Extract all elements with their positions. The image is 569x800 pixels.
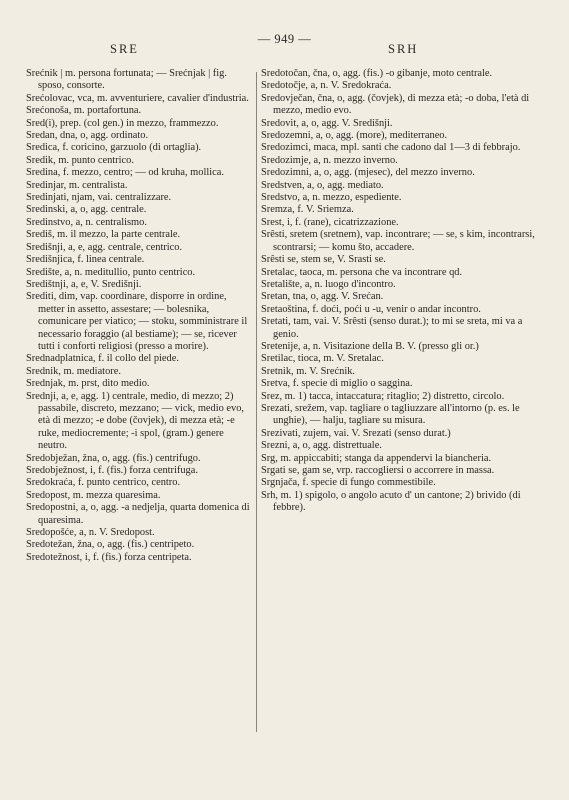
dictionary-entry: Srgati se, gam se, vrp. raccogliersi o accorrere in massa. — [261, 465, 495, 476]
dictionary-entry: Sretenije, a, n. Visitazione della B. V. (presso gli or.) — [261, 340, 479, 352]
dictionary-entry: Sredinski, a, o, agg. centrale. — [26, 204, 147, 216]
left-column — [26, 68, 254, 564]
dictionary-entry: Sredokraća, f. punto centrico, centro. — [26, 477, 181, 489]
dictionary-entry: Srêsti se, stem se, V. Srasti se. — [261, 254, 386, 266]
dictionary-entry: Srg, m. appiccabiti; stanga da appendervi la biancheria. — [261, 452, 492, 464]
dictionary-entry: Sredopošće, a, n. V. Sredopost. — [26, 527, 155, 539]
dictionary-entry: Sretalište, a, n. luogo d'incontro. — [261, 278, 396, 290]
dictionary-entry: Srgnjača, f. specie di fungo commestibile. — [261, 477, 436, 489]
dictionary-entry: Sretalac, taoca, m. persona che va incontrare qd. — [261, 266, 463, 278]
right-column — [261, 68, 541, 515]
dictionary-entry: Sredinstvo, a, n. centralismo. — [26, 216, 147, 228]
dictionary-entry: Sredozimni, a, o, agg. (mjesec), del mezzo inverno. — [261, 167, 475, 179]
dictionary-entry: Sredstvo, a, n. mezzo, espediente. — [261, 192, 402, 204]
dictionary-entry: Sredica, f. coricino, garzuolo (di ortaglia). — [26, 142, 202, 154]
dictionary-entry: Sredik, m. punto centrico. — [26, 154, 134, 166]
dictionary-entry: Sredozimje, a, n. mezzo inverno. — [261, 154, 398, 166]
dictionary-entry: Sredobježnost, i, f. (fis.) forza centrifuga. — [26, 465, 198, 476]
dictionary-entry: Središte, a, n. meditullio, punto centrico. — [26, 266, 196, 278]
dictionary-entry: Srećnik | m. persona fortunata; — Srećnjak | fig. sposo, consorte. — [26, 68, 227, 92]
dictionary-entry: Sredstven, a, o, agg. mediato. — [261, 179, 384, 191]
dictionary-entry: Sredinjati, njam, vai. centralizzare. — [26, 192, 172, 204]
dictionary-entry: Sredotočan, čna, o, agg. (fis.) -o gibanje, moto centrale. — [261, 68, 493, 79]
dictionary-entry: Srh, m. 1) spigolo, o angolo acuto d' un cantone; 2) brivido (di febbre). — [261, 489, 521, 514]
dictionary-entry: Sredotežan, žna, o, agg. (fis.) centripeto. — [26, 539, 195, 551]
dictionary-entry: Sredovječan, čna, o, agg. (čovjek), di mezza età; -o doba, l'età di mezzo, medio evo. — [261, 92, 530, 117]
dictionary-entry: Srez, m. 1) tacca, intaccatura; ritaglio; 2) distretto, circolo. — [261, 390, 505, 402]
column-divider — [256, 72, 257, 732]
dictionary-entry: Sremza, f. V. Sriemza. — [261, 204, 354, 216]
dictionary-entry: Sretva, f. specie di miglio o saggina. — [261, 378, 413, 390]
dictionary-entry: Sredotežnost, i, f. (fis.) forza centripeta. — [26, 551, 192, 563]
page-number: — 949 — — [257, 32, 312, 46]
dictionary-entry: Sretaoština, f. doći, poći u -u, venir o andar incontro. — [261, 303, 481, 315]
dictionary-entry: Srednik, m. mediatore. — [26, 365, 121, 377]
dictionary-entry: Srêsti, sretem (sretnem), vap. incontrare; — se, s kim, incontrarsi, scontrarsi; — komu što, accadere. — [261, 229, 535, 253]
dictionary-entry: Središ, m. il mezzo, la parte centrale. — [26, 229, 181, 241]
dictionary-entry: Srednjak, m. prst, dito medio. — [26, 378, 150, 390]
dictionary-entry: Središtnji, a, e, V. Središnji. — [26, 278, 142, 290]
dictionary-entry: Srezni, a, o, agg. distrettuale. — [261, 440, 382, 452]
dictionary-entry: Sredozemni, a, o, agg. (more), mediterraneo. — [261, 130, 448, 142]
dictionary-entry: Sredovit, a, o, agg. V. Središnji. — [261, 117, 393, 129]
dictionary-entry: Sred(i), prep. (col gen.) in mezzo, frammezzo. — [26, 117, 219, 129]
dictionary-entry: Sredobježan, žna, o, agg. (fis.) centrifugo. — [26, 452, 201, 464]
dictionary-entry: Sretilac, tioca, m. V. Sretalac. — [261, 353, 384, 365]
dictionary-entry: Srećolovac, vca, m. avventuriere, cavalier d'industria. — [26, 92, 249, 104]
page-header — [0, 22, 569, 56]
dictionary-entry: Sredozimci, maca, mpl. santi che cadono dal 1—3 di febbrajo. — [261, 142, 521, 154]
dictionary-entry: Sredopostni, a, o, agg. -a nedjelja, quarta domenica di quaresima. — [26, 502, 250, 526]
dictionary-entry: Sretnik, m. V. Srećnik. — [261, 365, 355, 377]
dictionary-entry: Sredotočje, a, n. V. Sredokraća. — [261, 80, 392, 92]
dictionary-entry: Središnji, a, e, agg. centrale, centrico. — [26, 241, 183, 253]
dictionary-entry: Srediti, dim, vap. coordinare, disporre in ordine, metter in assetto, assestare; — bolesnika, comunicare per viatico; — stoku, somministrare il necessario foraggio (al bestiame); — se, ricever tutti i conforti religiosi (presso a morire). — [26, 291, 248, 352]
dictionary-entry: Sredinjar, m. centralista. — [26, 179, 128, 191]
dictionary-entry: Sredopost, m. mezza quaresima. — [26, 489, 161, 501]
dictionary-entry: Središnjica, f. linea centrale. — [26, 254, 145, 266]
dictionary-entry: Srećonoša, m. portafortuna. — [26, 105, 142, 117]
running-head-left: SRE — [110, 42, 139, 56]
dictionary-entry: Sredan, dna, o, agg. ordinato. — [26, 130, 149, 142]
dictionary-entry: Srezivati, zujem, vai. V. Srezati (senso durat.) — [261, 427, 451, 439]
dictionary-entry: Srezati, srežem, vap. tagliare o tagliuzzare all'intorno (p. es. le unghie), — halju, tagliare su misura. — [261, 402, 520, 427]
dictionary-entry: Srednji, a, e, agg. 1) centrale, medio, di mezzo; 2) passabile, discreto, mezzano; — vick, medio evo, età di mezzo; -e dobe (čovjek), di mezza età; -e ruke, mediocremente; -i spol, (gram.) genere neutro. — [26, 390, 245, 452]
dictionary-entry: Srednadplatnica, f. il collo del piede. — [26, 353, 179, 365]
running-head-right: SRH — [388, 42, 419, 56]
dictionary-entry: Srest, i, f. (rane), cicatrizzazione. — [261, 216, 399, 228]
dictionary-entry: Sretan, tna, o, agg. V. Srećan. — [261, 291, 384, 303]
dictionary-entry: Sretati, tam, vai. V. Srêsti (senso durat.); to mi se sreta, mi va a genio. — [261, 316, 523, 340]
dictionary-entry: Sredina, f. mezzo, centro; — od kruha, mollica. — [26, 167, 224, 179]
